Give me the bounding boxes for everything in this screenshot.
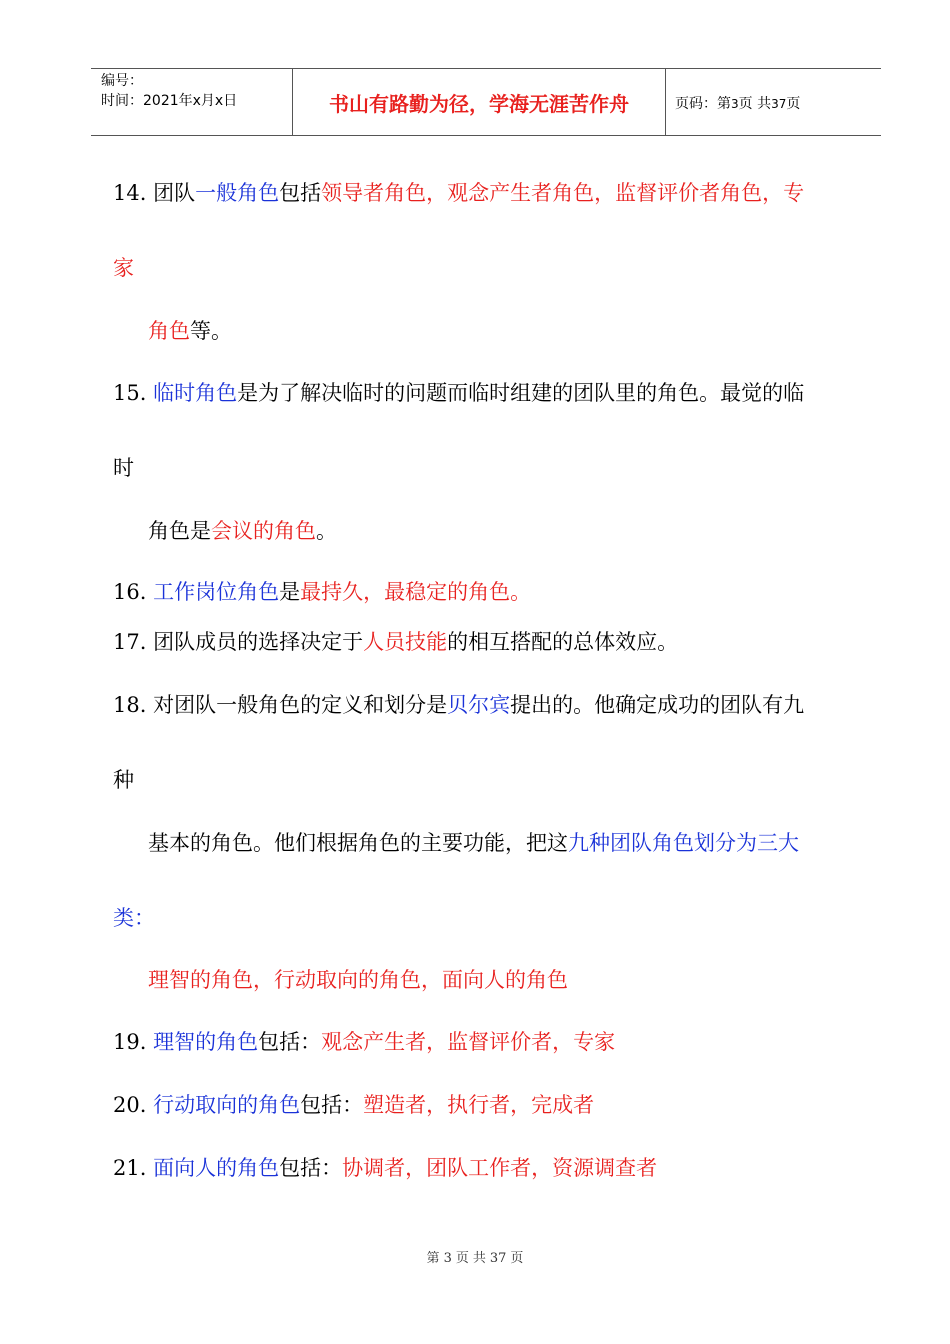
text: 提出的。他确定成功的团队有九 xyxy=(510,693,805,717)
item-15-line-3 xyxy=(148,517,337,545)
answer: 最持久，最稳定的角色。 xyxy=(300,580,532,604)
header-meta xyxy=(101,71,237,111)
page-prefix: 页码：第 xyxy=(675,96,731,112)
text: 包括： xyxy=(300,1093,364,1117)
time-label: 时间：2021年x月x日 xyxy=(101,93,238,109)
item-18-line-4: 类： xyxy=(113,906,155,930)
item-14-line-2: 家 xyxy=(113,256,134,280)
keyword: 行动取向的角色 xyxy=(153,1093,301,1117)
answer: 人员技能 xyxy=(363,630,448,654)
item-number: 21. xyxy=(113,1156,154,1180)
text: 包括 xyxy=(279,181,322,205)
answer: 领导者角色，观念产生者角色，监督评价者角色，专 xyxy=(321,181,805,205)
page-footer xyxy=(0,1247,950,1266)
item-14-line-1 xyxy=(113,179,804,207)
answer: 观念产生者，监督评价者，专家 xyxy=(321,1030,616,1054)
item-number: 19. xyxy=(113,1030,154,1054)
answer: 塑造者，执行者，完成者 xyxy=(363,1093,595,1117)
keyword: 一般角色 xyxy=(195,181,280,205)
page-mid: 页 共 xyxy=(738,96,772,112)
item-number: 20. xyxy=(113,1093,154,1117)
text: 包括： xyxy=(279,1156,343,1180)
page-header xyxy=(91,68,881,136)
item-21 xyxy=(113,1154,657,1182)
text: 的相互搭配的总体效应。 xyxy=(447,630,679,654)
footer-ye: 页 xyxy=(455,1251,469,1266)
text: 是为了解决临时的问题而临时组建的团队里的角色。最觉的临 xyxy=(237,381,805,405)
text: 对团队一般角色的定义和划分是 xyxy=(153,693,448,717)
text: 团队 xyxy=(153,181,196,205)
header-motto: 书山有路勤为径，学海无涯苦作舟 xyxy=(329,91,629,116)
answer: 会议的角色 xyxy=(211,519,316,543)
text: 等。 xyxy=(190,319,232,343)
answer: 协调者，团队工作者，资源调查者 xyxy=(342,1156,658,1180)
item-18-line-5: 理智的角色，行动取向的角色，面向人的角色 xyxy=(148,968,568,992)
item-14-line-3 xyxy=(148,317,232,345)
keyword: 面向人的角色 xyxy=(153,1156,280,1180)
keyword: 工作岗位角色 xyxy=(153,580,280,604)
keyword: 贝尔宾 xyxy=(447,693,511,717)
footer-di: 第 xyxy=(426,1251,440,1266)
item-number: 17. xyxy=(113,630,154,654)
footer-page: 3 xyxy=(443,1251,452,1266)
item-18-line-1 xyxy=(113,691,804,719)
item-20 xyxy=(113,1091,594,1119)
page-total: 37 xyxy=(771,97,787,111)
item-18-line-2: 种 xyxy=(113,768,134,792)
item-17 xyxy=(113,628,678,656)
keyword: 理智的角色 xyxy=(153,1030,259,1054)
item-number: 15. xyxy=(113,381,154,405)
page-number: 3 xyxy=(731,97,739,111)
item-number: 18. xyxy=(113,693,154,717)
item-15-line-2: 时 xyxy=(113,456,134,480)
footer-gong: 共 xyxy=(472,1251,486,1266)
item-15-line-1 xyxy=(113,379,804,407)
footer-total: 37 xyxy=(489,1251,507,1266)
keyword: 临时角色 xyxy=(153,381,238,405)
text: 团队成员的选择决定于 xyxy=(153,630,364,654)
text: 是 xyxy=(279,580,301,604)
text: 角色是 xyxy=(148,519,211,543)
page-suffix: 页 xyxy=(786,96,801,112)
text: 包括： xyxy=(258,1030,322,1054)
item-19 xyxy=(113,1028,615,1056)
code-label: 编号： xyxy=(101,73,143,89)
keyword: 九种团队角色划分为三大 xyxy=(568,831,799,855)
answer: 角色 xyxy=(148,319,190,343)
item-number: 14. xyxy=(113,181,154,205)
header-page-info xyxy=(675,93,800,113)
item-16 xyxy=(113,578,531,606)
item-18-line-3 xyxy=(148,829,799,857)
text: 基本的角色。他们根据角色的主要功能，把这 xyxy=(148,831,568,855)
text: 。 xyxy=(316,519,337,543)
item-number: 16. xyxy=(113,580,154,604)
footer-ye2: 页 xyxy=(510,1251,524,1266)
header-divider xyxy=(665,69,666,135)
